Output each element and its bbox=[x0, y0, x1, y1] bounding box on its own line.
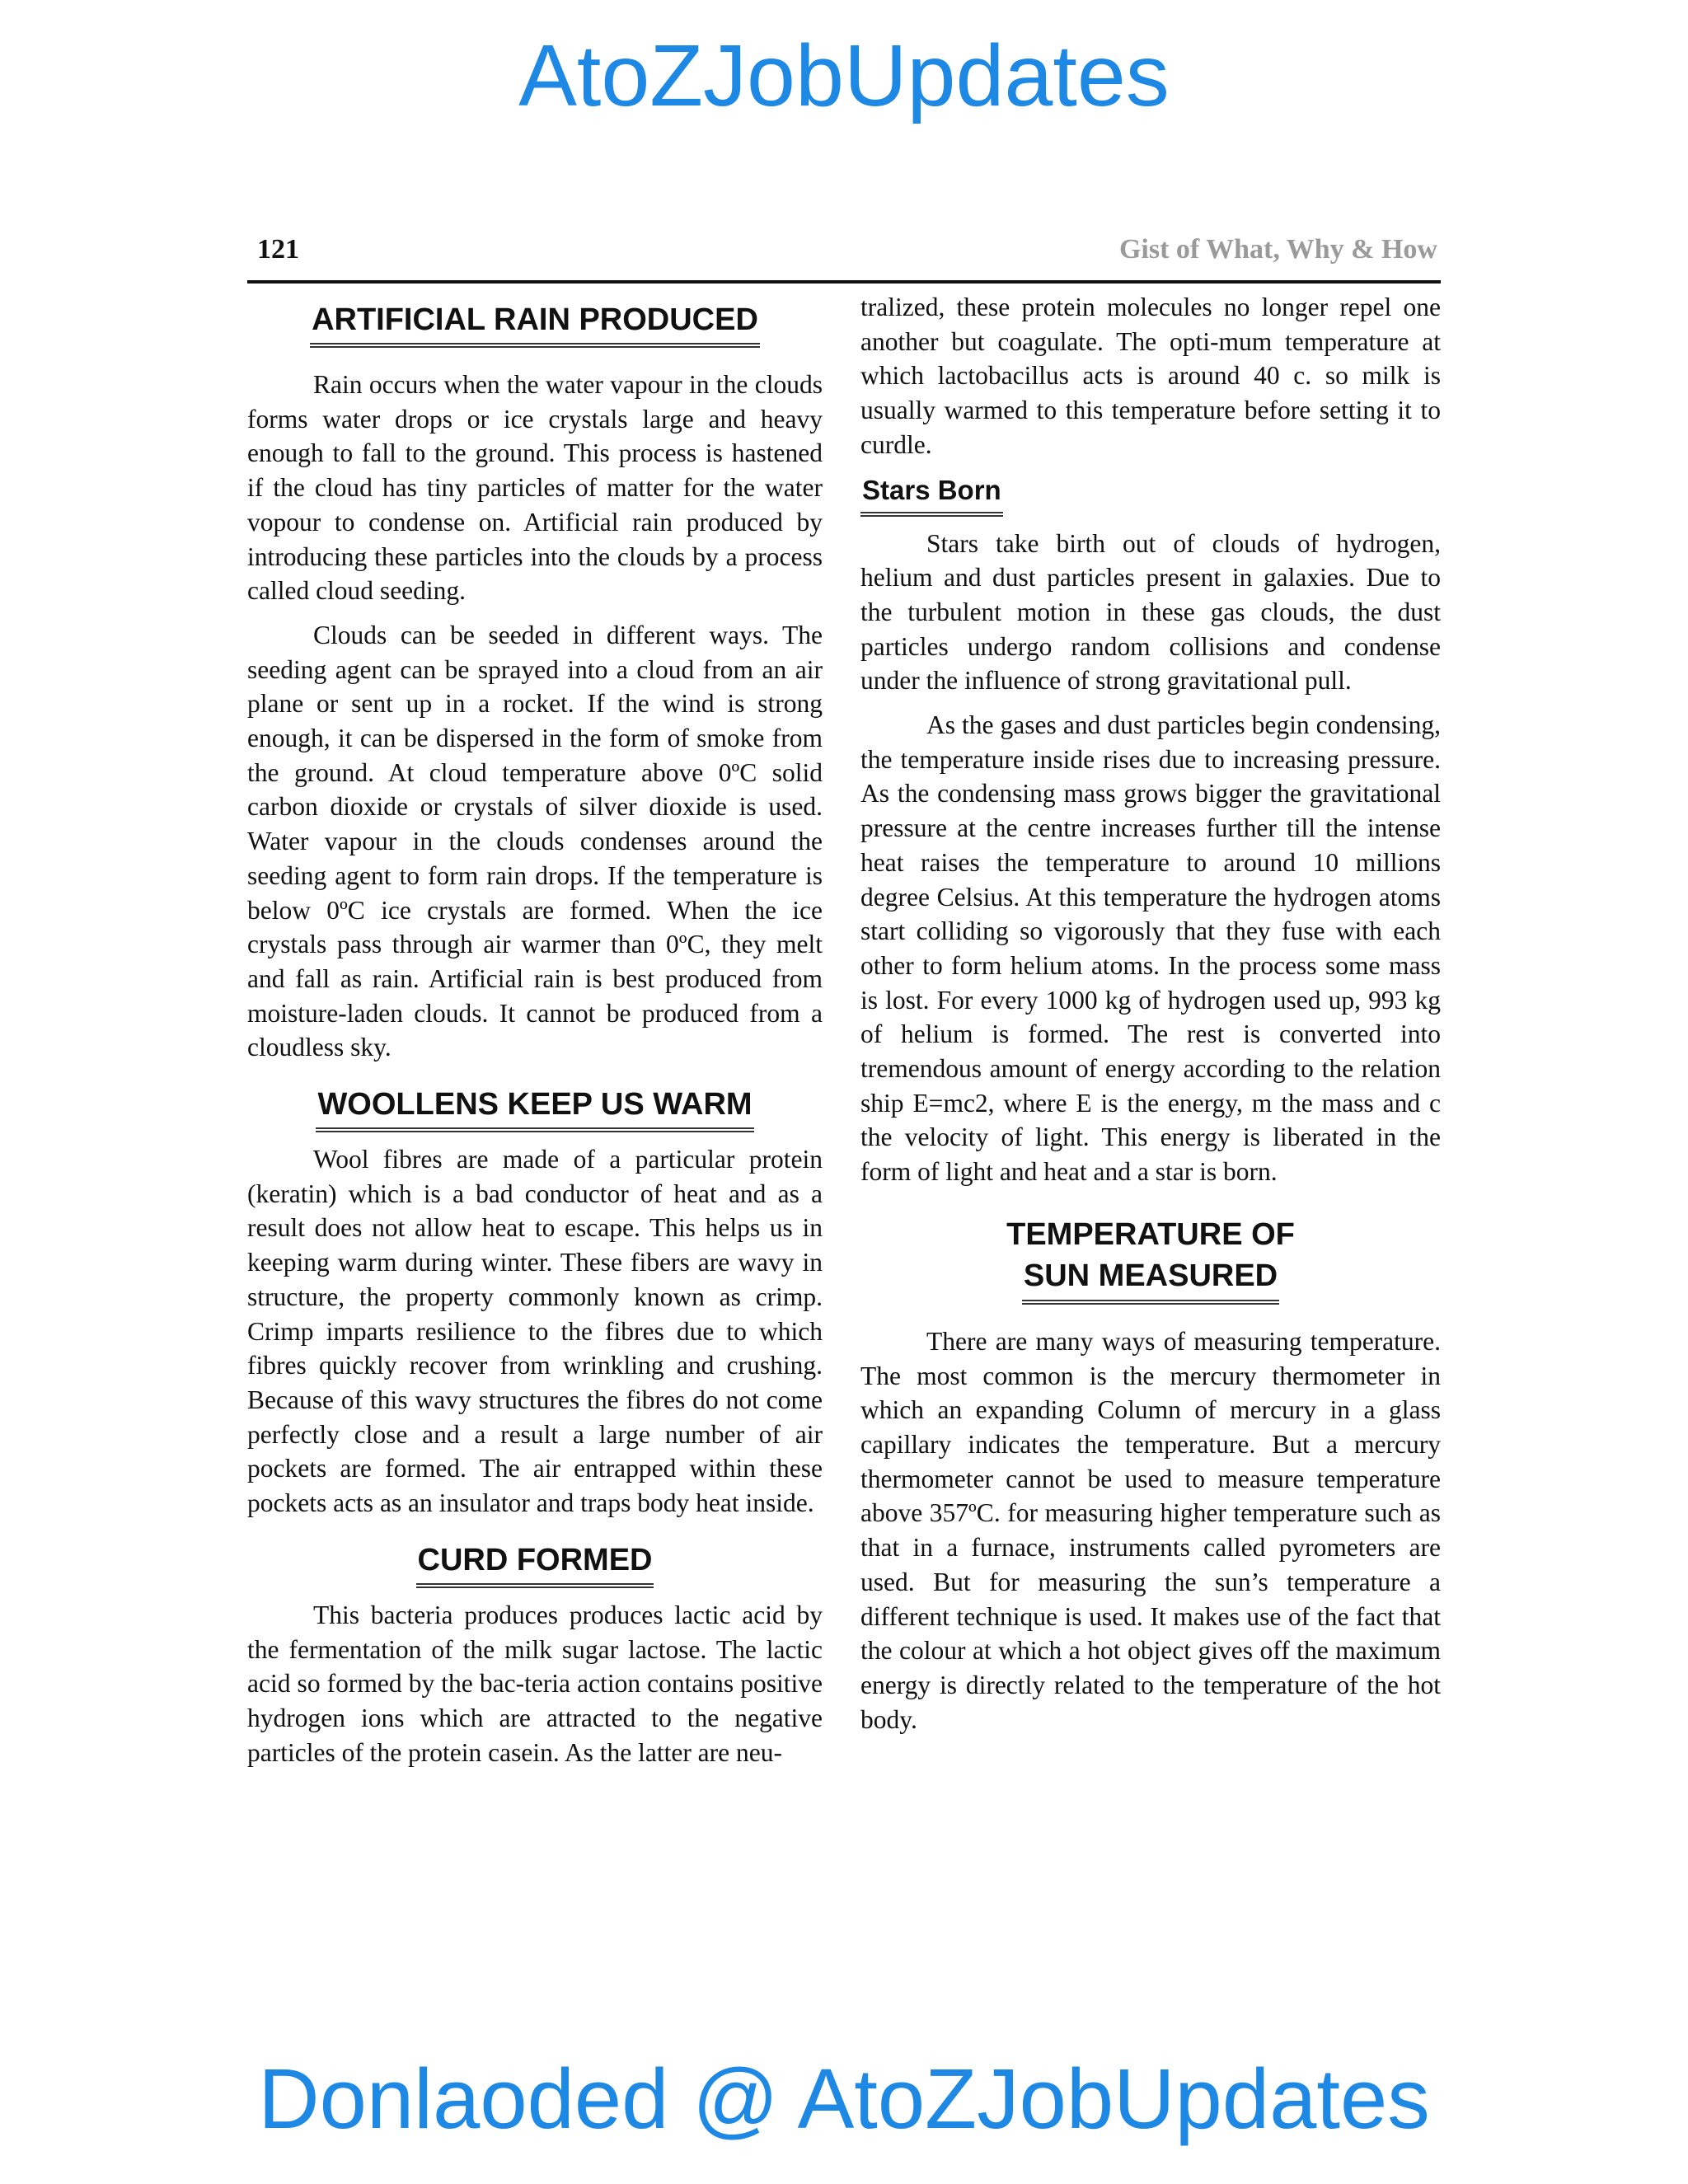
paragraph-curd-2: tralized, these protein molecules no longer repel one another but coagulate. The opti-mum temperature at which lactobacillus acts is around 40 c. so milk is usually warmed to this temperature before setting it to curdle. bbox=[860, 293, 1441, 459]
paragraph-stars-1: Stars take birth out of clouds of hydrogen, helium and dust particles present in galaxies. Due to the turbulent motion in these gas clouds, the dust particles undergo random collisions and condense under the influence of strong gravitational pull. bbox=[860, 528, 1441, 696]
watermark-top: AtoZJobUpdates bbox=[518, 27, 1170, 124]
heading-sun-temperature bbox=[860, 1214, 1441, 1305]
page-number: 121 bbox=[257, 234, 299, 265]
paragraph-stars-2: As the gases and dust particles begin condensing, the temperature inside rises due to increasing pressure. As the condensing mass grows bigger the gravitational pressure at the centre increases further till the intense heat raises the temperature to around 10 millions degree Celsius. At this temperature the hydrogen atoms start colliding so vigorously that they fuse with each other to form helium atoms. In the process some mass is lost. For every 1000 kg of hydrogen used up, 993 kg of helium is formed. The rest is converted into tremendous amount of energy according to the relation ship E=mc2, where E is the energy, m the mass and c the velocity of light. This energy is liberated in the form of light and heat and a star is born. bbox=[860, 710, 1441, 1187]
heading-sun-line1: TEMPERATURE OF bbox=[1006, 1216, 1295, 1252]
running-title: Gist of What, Why & How bbox=[1118, 234, 1437, 265]
left-column bbox=[247, 290, 823, 1769]
heading-stars-born-text: Stars Born bbox=[860, 472, 1003, 517]
paragraph-woollens-1: Wool fibres are made of a particular protein (keratin) which is a bad conductor of heat and as a result does not allow heat to escape. This helps us in keeping warm during winter. These fibers are wavy in structure, the property commonly known as crimp. Crimp imparts resilience to the fibres due to which fibres quickly recover from wrinkling and crushing. Because of this wavy structures the fibres do not come perfectly close and a result a large number of air pockets are formed. The air entrapped within these pockets acts as an insulator and traps body heat inside. bbox=[247, 1145, 823, 1518]
paragraph-sun-1: There are many ways of measuring temperature. The most common is the mercury thermometer in which an expanding Column of mercury in a glass capillary indicates the temperature. But a mercury thermometer cannot be used to measure temperature above 357ºC. for measuring higher temperature such as that in a furnace, instruments called pyrometers are used. But for measuring the sun’s temperature a different technique is used. It makes use of the fact that the colour at which a hot object gives off the maximum energy is directly related to the temperature of the hot body. bbox=[860, 1326, 1441, 1734]
heading-sun-line2: SUN MEASURED bbox=[1022, 1255, 1279, 1305]
page-header bbox=[247, 231, 1441, 284]
heading-curd-text: CURD FORMED bbox=[416, 1540, 654, 1588]
heading-artificial-rain bbox=[247, 300, 823, 348]
heading-artificial-rain-text: ARTIFICIAL RAIN PRODUCED bbox=[310, 300, 760, 348]
heading-woollens-text: WOOLLENS KEEP US WARM bbox=[316, 1085, 753, 1132]
watermark-bottom: Donlaoded @ AtoZJobUpdates bbox=[258, 2051, 1430, 2146]
paragraph-curd-1: This bacteria produces produces lactic acid by the fermentation of the milk sugar lactose. The lactic acid so formed by the bac-teria action contains positive hydrogen ions which are attracted to the negative particles of the protein casein. As the latter are neu- bbox=[247, 1600, 823, 1767]
right-column bbox=[860, 290, 1441, 1736]
heading-curd bbox=[247, 1540, 823, 1588]
heading-woollens bbox=[247, 1085, 823, 1132]
paragraph-rain-2: Clouds can be seeded in different ways. The seeding agent can be sprayed into a cloud from an air plane or sent up in a rocket. If the wind is strong enough, it can be dispersed in the form of smoke from the ground. At cloud temperature above 0ºC solid carbon dioxide or crystals of silver dioxide is used. Water vapour in the clouds condenses around the seeding agent to form rain drops. If the temperature is below 0ºC ice crystals are formed. When the ice crystals pass through air warmer than 0ºC, they melt and fall as rain. Artificial rain is best produced from moisture-laden clouds. It cannot be produced from a cloudless sky. bbox=[247, 620, 823, 1062]
heading-stars-born bbox=[860, 472, 1441, 517]
paragraph-rain-1: Rain occurs when the water vapour in the clouds forms water drops or ice crystals large and heavy enough to fall to the ground. This process is hastened if the cloud has tiny particles of matter for the water vopour to condense on. Artificial rain produced by introducing these particles into the clouds by a process called cloud seeding. bbox=[247, 370, 823, 606]
